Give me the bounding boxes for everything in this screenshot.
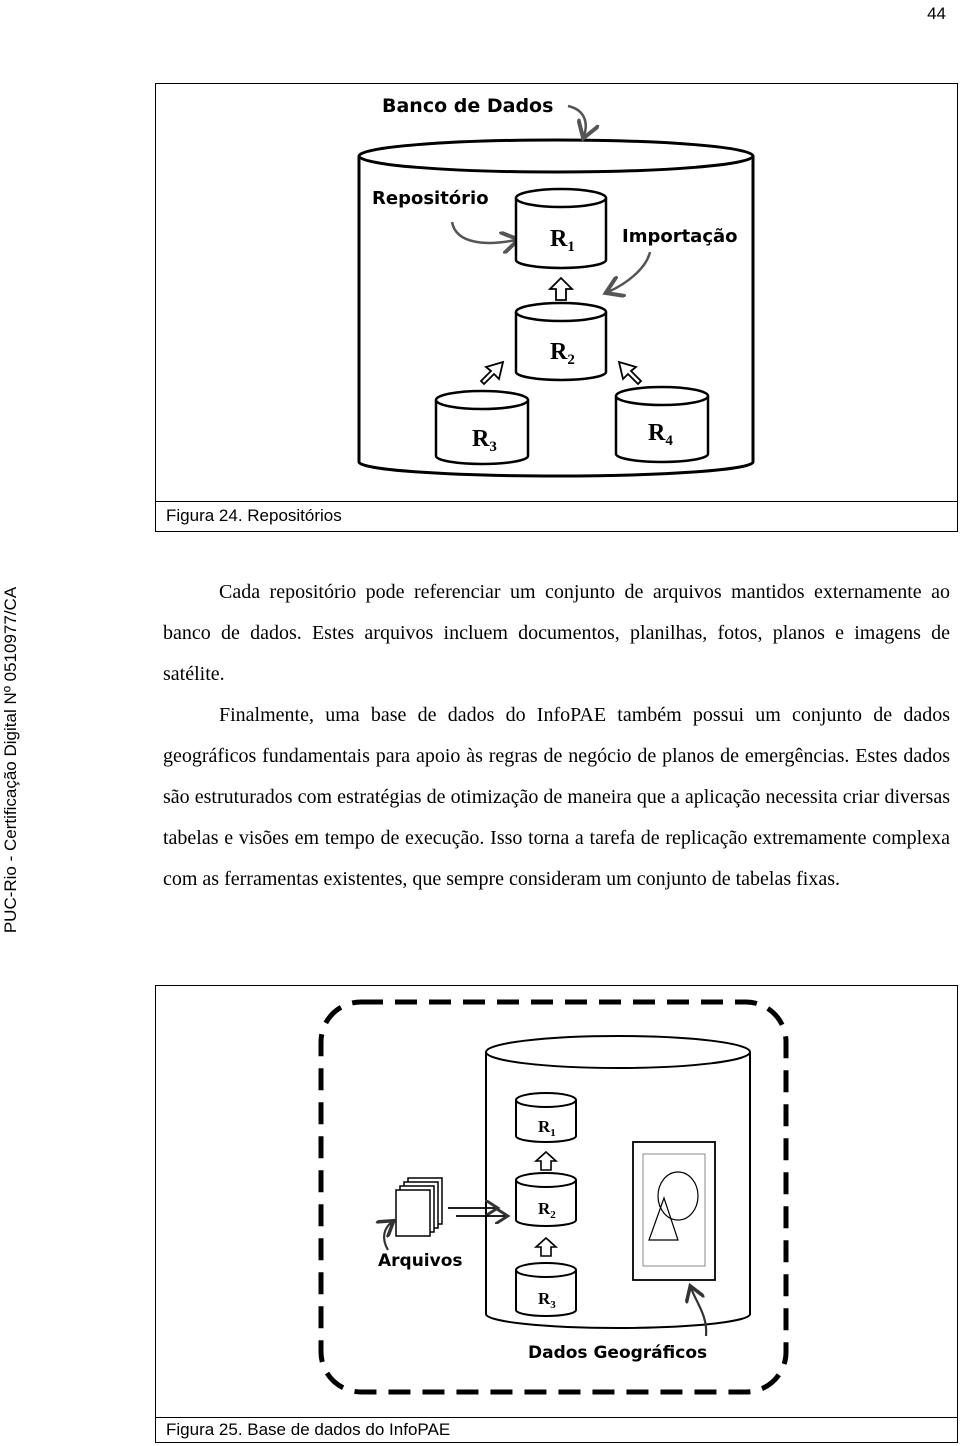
r3-letter: R bbox=[538, 1289, 551, 1308]
repository-arrow-icon bbox=[452, 222, 516, 243]
figure-25-caption: Figura 25. Base de dados do InfoPAE bbox=[156, 1417, 957, 1442]
repository-label: Repositório bbox=[372, 188, 489, 209]
r4-sub: 4 bbox=[665, 433, 673, 449]
up-arrow-icon bbox=[536, 1238, 556, 1256]
files-stack-icon bbox=[396, 1178, 442, 1236]
up-arrow-icon bbox=[550, 278, 572, 300]
certification-sidebar bbox=[0, 545, 22, 975]
repository-r3 bbox=[436, 391, 528, 464]
diagonal-arrow-left-icon bbox=[481, 362, 503, 384]
repository-r3 bbox=[516, 1263, 576, 1316]
certification-text: PUC-Rio - Certificação Digital Nº 0510977/CA bbox=[1, 586, 20, 934]
import-arrow-icon bbox=[608, 252, 650, 292]
files-arrow-icon bbox=[384, 1222, 392, 1250]
r2-letter: R bbox=[538, 1199, 551, 1218]
r1-sub: 1 bbox=[567, 239, 575, 255]
geo-label: Dados Geográficos bbox=[528, 1343, 708, 1363]
r2-letter: R bbox=[550, 339, 568, 365]
paragraph: Finalmente, uma base de dados do InfoPAE também possui um conjunto de dados geográficos fundamentais para apoio às regras de negócio de planos de emergências. Estes dados são estruturados com estratégias de otimização de maneira que a aplicação necessita criar diversas tabelas e visões em tempo de execução. Isso torna a tarefa de replicação extremamente complexa com as ferramentas existentes, que sempre consideram um conjunto de tabelas fixas. bbox=[163, 704, 950, 890]
r1-letter: R bbox=[550, 226, 568, 252]
geo-arrow-icon bbox=[691, 1288, 706, 1336]
r2-sub: 2 bbox=[550, 1209, 556, 1221]
figure-24-caption: Figura 24. Repositórios bbox=[156, 501, 957, 531]
r1-sub: 1 bbox=[550, 1127, 556, 1139]
up-arrow-icon bbox=[536, 1152, 556, 1170]
repository-r2 bbox=[516, 303, 606, 380]
infopae-database-diagram bbox=[156, 986, 957, 1418]
figure-25 bbox=[155, 985, 958, 1443]
figure-24 bbox=[155, 83, 958, 532]
repository-r1 bbox=[516, 1093, 576, 1142]
r3-sub: 3 bbox=[489, 439, 497, 455]
page-number: 44 bbox=[927, 4, 946, 23]
body-text bbox=[163, 572, 950, 900]
r2-sub: 2 bbox=[567, 352, 575, 368]
database-arrow-icon bbox=[568, 106, 586, 136]
repositories-diagram bbox=[156, 84, 957, 502]
geographic-data-icon bbox=[633, 1142, 715, 1280]
files-label: Arquivos bbox=[378, 1251, 463, 1271]
import-label: Importação bbox=[622, 226, 738, 247]
repository-r1 bbox=[516, 189, 606, 268]
r3-sub: 3 bbox=[550, 1299, 556, 1311]
r4-letter: R bbox=[648, 420, 666, 446]
repository-r2 bbox=[516, 1173, 576, 1226]
diagonal-arrow-right-icon bbox=[619, 362, 641, 384]
database-label: Banco de Dados bbox=[382, 95, 554, 117]
repository-r4 bbox=[616, 387, 708, 462]
paragraph: Cada repositório pode referenciar um conjunto de arquivos mantidos externamente ao banco de dados. Estes arquivos incluem documentos, planilhas, fotos, planos e imagens de satélite. bbox=[163, 581, 950, 685]
r1-letter: R bbox=[538, 1117, 551, 1136]
r3-letter: R bbox=[472, 426, 490, 452]
